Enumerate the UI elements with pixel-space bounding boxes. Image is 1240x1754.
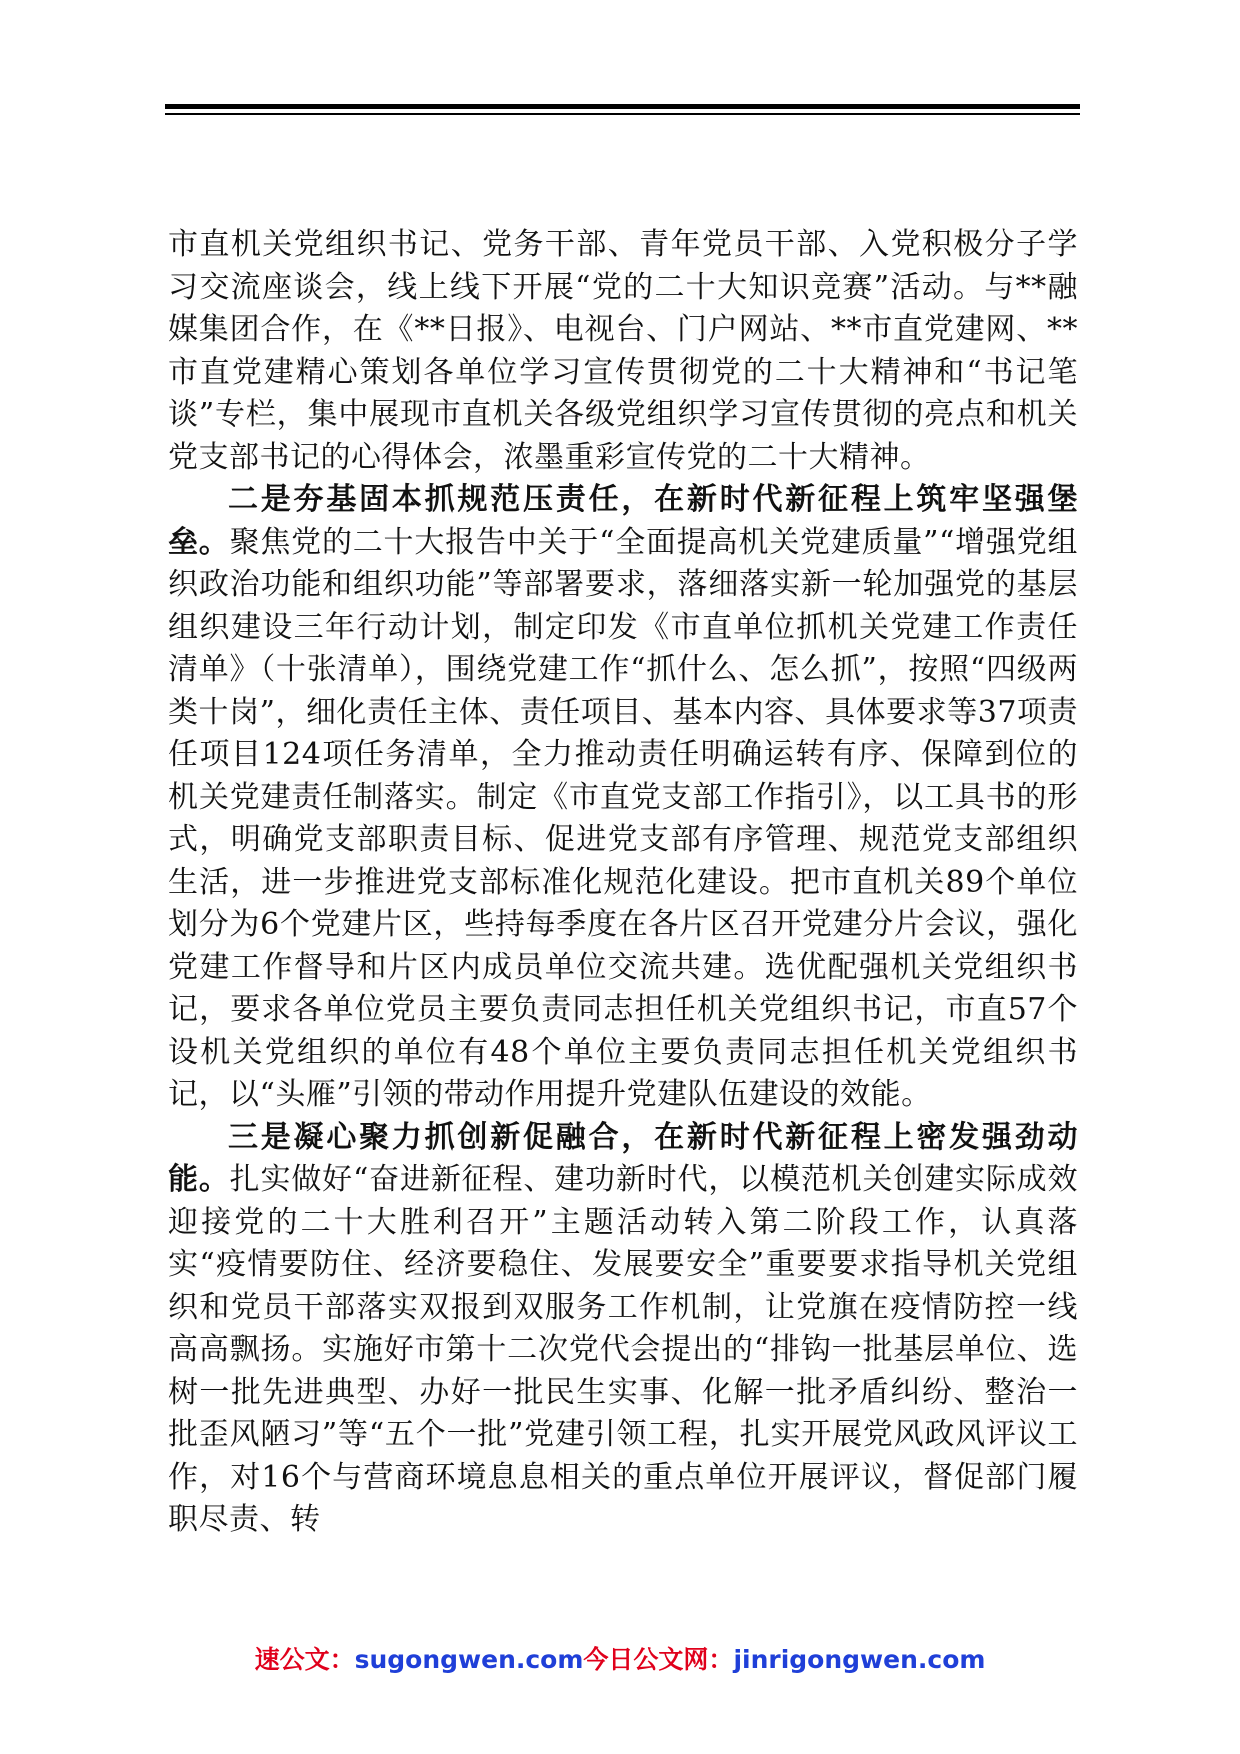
footer-site1-name: 速公文： [254,1645,355,1674]
paragraph-text: 市直机关党组织书记、党务干部、青年党员干部、入党积极分子学习交流座谈会，线上线下开展“党的二十大知识竞赛”活动。与**融媒集团合作，在《**日报》、电视台、门户网站、**市直党建网、**市直党建精心策划各单位学习宣传贯彻党的二十大精神和“书记笔谈”专栏，集中展现市直机关各级党组织学习宣传贯彻的亮点和机关党支部书记的心得体会，浓墨重彩宣传党的二十大精神。 [168,227,1078,475]
document-body [168,224,1078,1542]
footer-site2-name: 今日公文网： [583,1645,734,1674]
header-rule-thin [165,113,1080,115]
footer-watermark [0,1640,1240,1676]
paragraph-2 [168,479,1078,1117]
paragraph-3 [168,1117,1078,1542]
header-rule-thick [165,104,1080,109]
footer-site1-link[interactable]: sugongwen.com [354,1645,584,1674]
footer-site2-link[interactable]: jinrigongwen.com [733,1645,986,1674]
paragraph-text: 聚焦党的二十大报告中关于“全面提高机关党建质量”“增强党组织政治功能和组织功能”等部署要求，落细落实新一轮加强党的基层组织建设三年行动计划，制定印发《市直单位抓机关党建工作责任清单》（十张清单），围绕党建工作“抓什么、怎么抓”，按照“四级两类十岗”，细化责任主体、责任项目、基本内容、具体要求等37项责任项目124项任务清单，全力推动责任明确运转有序、保障到位的机关党建责任制落实。制定《市直党支部工作指引》，以工具书的形式，明确党支部职责目标、促进党支部有序管理、规范党支部组织生活，进一步推进党支部标准化规范化建设。把市直机关89个单位划分为6个党建片区，些持每季度在各片区召开党建分片会议，强化党建工作督导和片区内成员单位交流共建。选优配强机关党组织书记，要求各单位党员主要负责同志担任机关党组织书记，市直57个设机关党组织的单位有48个单位主要负责同志担任机关党组织书记，以“头雁”引领的带动作用提升党建队伍建设的效能。 [168,524,1079,1112]
paragraph-text: 扎实做好“奋进新征程、建功新时代，以模范机关创建实际成效迎接党的二十大胜利召开”主题活动转入第二阶段工作，认真落实“疫情要防住、经济要稳住、发展要安全”重要要求指导机关党组织和党员干部落实双报到双服务工作机制，让党旗在疫情防控一线高高飘扬。实施好市第十二次党代会提出的“排钩一批基层单位、选树一批先进典型、办好一批民生实事、化解一批矛盾纠纷、整治一批歪风陋习”等“五个一批”党建引领工程，扎实开展党风政风评议工作，对16个与营商环境息息相关的重点单位开展评议，督促部门履职尽责、转 [168,1162,1078,1537]
paragraph-lead: 二是夯基固本抓规范压责任，在新时代新征程上筑牢坚强堡垒。 [168,482,1078,560]
paragraph-1 [168,224,1078,479]
paragraph-lead: 三是凝心聚力抓创新促融合，在新时代新征程上密发强劲动能。 [168,1119,1078,1197]
